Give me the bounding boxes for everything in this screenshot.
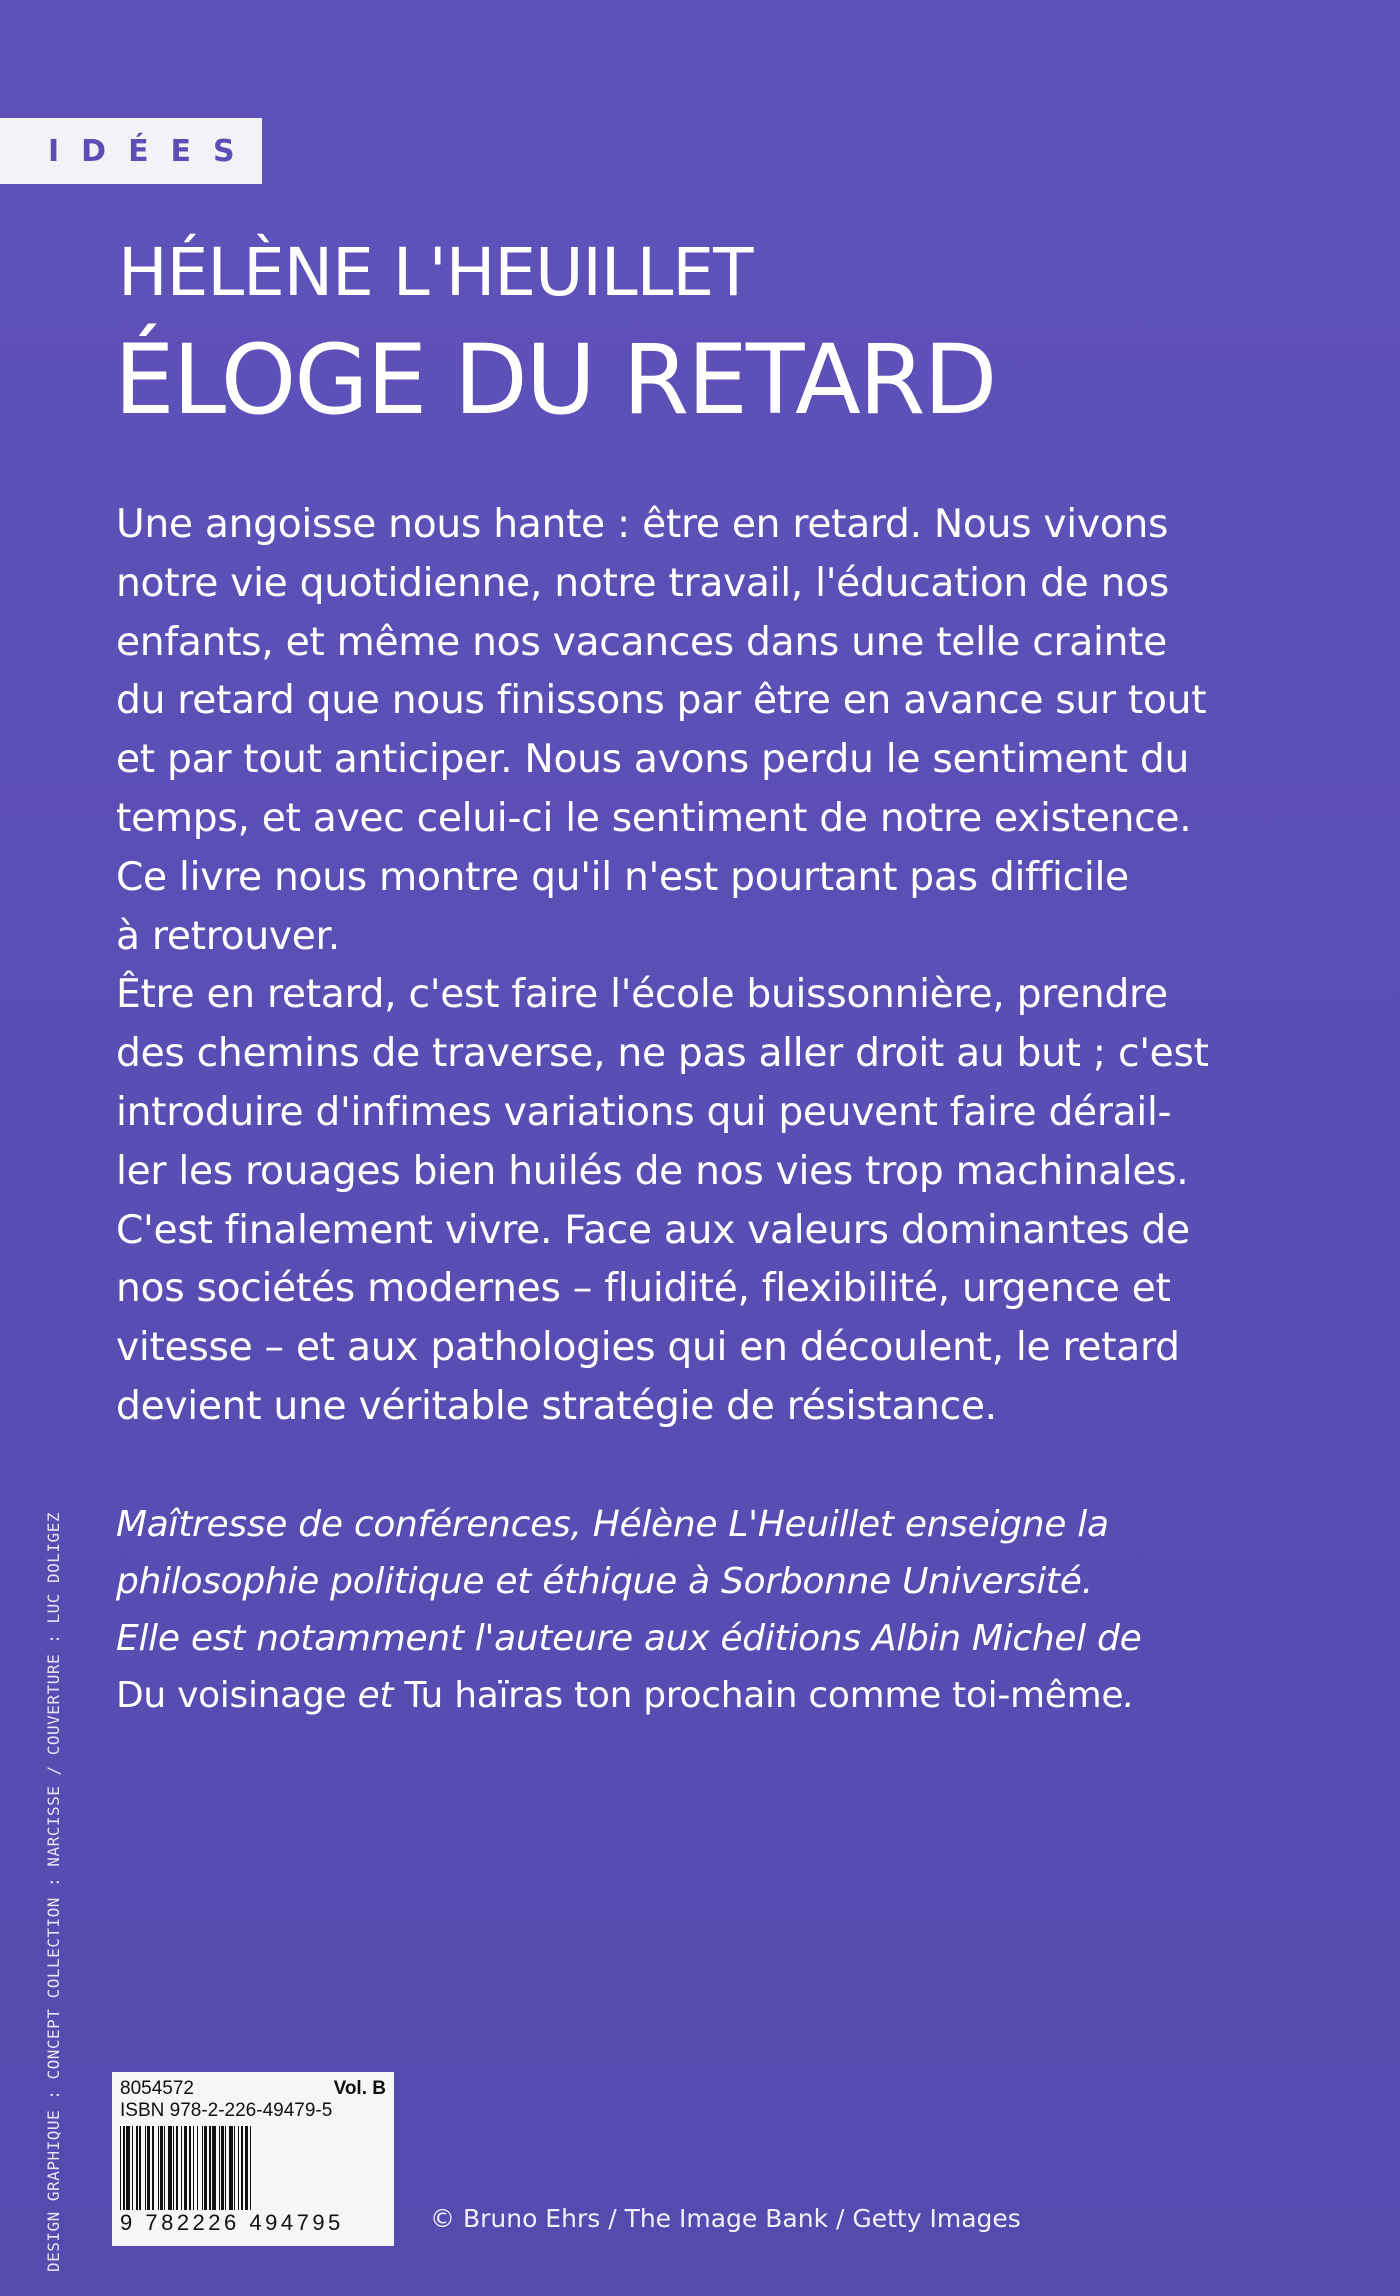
blurb-line: temps, et avec celui-ci le sentiment de notre existence. bbox=[116, 795, 1192, 841]
blurb-line: notre vie quotidienne, notre travail, l'éducation de nos bbox=[116, 560, 1169, 606]
bio-line: Maîtresse de conférences, Hélène L'Heuillet enseigne la bbox=[116, 1504, 1109, 1545]
blurb-line: devient une véritable stratégie de résistance. bbox=[116, 1383, 997, 1429]
blurb-paragraph bbox=[116, 496, 1286, 1437]
blurb-line: Une angoisse nous hante : être en retard. Nous vivons bbox=[116, 502, 1169, 547]
blurb-line: nos sociétés modernes – fluidité, flexibilité, urgence et bbox=[116, 1266, 1171, 1312]
blurb-line: introduire d'infimes variations qui peuvent faire dérail- bbox=[116, 1089, 1172, 1135]
blurb-line: Être en retard, c'est faire l'école buissonnière, prendre bbox=[116, 972, 1168, 1018]
bio-conjunction: et bbox=[346, 1675, 405, 1716]
ean-number: 9 782226 494795 bbox=[120, 2210, 344, 2235]
photo-credit: © Bruno Ehrs / The Image Bank / Getty Images bbox=[430, 2204, 1021, 2233]
author-name: HÉLÈNE L'HEUILLET bbox=[118, 234, 753, 311]
blurb-line: C'est finalement vivre. Face aux valeurs dominantes de bbox=[116, 1207, 1190, 1253]
blurb-line: à retrouver. bbox=[116, 913, 340, 959]
barcode-header bbox=[120, 2078, 386, 2100]
isbn: ISBN 978-2-226-49479-5 bbox=[120, 2100, 333, 2121]
product-code: 8054572 bbox=[120, 2078, 194, 2099]
blurb-line: ler les rouages bien huilés de nos vies trop machinales. bbox=[116, 1148, 1189, 1194]
collection-tag bbox=[0, 118, 262, 184]
collection-label: IDÉES bbox=[48, 133, 257, 169]
blurb-line: Ce livre nous montre qu'il n'est pourtant pas difficile bbox=[116, 854, 1129, 900]
blurb-line: du retard que nous finissons par être en avance sur tout bbox=[116, 678, 1207, 724]
bio-book-2: Tu haïras ton prochain comme toi-même bbox=[404, 1675, 1124, 1716]
blurb-line: enfants, et même nos vacances dans une telle crainte bbox=[116, 619, 1167, 665]
barcode-bars bbox=[120, 2126, 386, 2210]
bio-end: . bbox=[1123, 1675, 1135, 1716]
bio-line-last bbox=[116, 1667, 1286, 1724]
blurb-line: vitesse – et aux pathologies qui en découlent, le retard bbox=[116, 1325, 1180, 1371]
bio-paragraph bbox=[116, 1496, 1286, 1724]
blurb bbox=[116, 496, 1286, 1437]
barcode-stripe bbox=[251, 2126, 254, 2210]
author-bio bbox=[116, 1496, 1286, 1724]
bio-book-1: Du voisinage bbox=[116, 1675, 347, 1716]
bio-line: Elle est notamment l'auteure aux éditions Albin Michel de bbox=[116, 1618, 1142, 1659]
book-title: ÉLOGE DU RETARD bbox=[114, 324, 996, 436]
blurb-line: et par tout anticiper. Nous avons perdu le sentiment du bbox=[116, 737, 1190, 783]
barcode-box bbox=[112, 2072, 394, 2246]
volume-label: Vol. B bbox=[333, 2078, 386, 2099]
design-credit: DESIGN GRAPHIQUE : CONCEPT COLLECTION : NARCISSE / COUVERTURE : LUC DOLIGEZ bbox=[44, 1512, 63, 2272]
blurb-line: des chemins de traverse, ne pas aller droit au but ; c'est bbox=[116, 1031, 1209, 1077]
bio-line: philosophie politique et éthique à Sorbonne Université. bbox=[116, 1561, 1093, 1602]
